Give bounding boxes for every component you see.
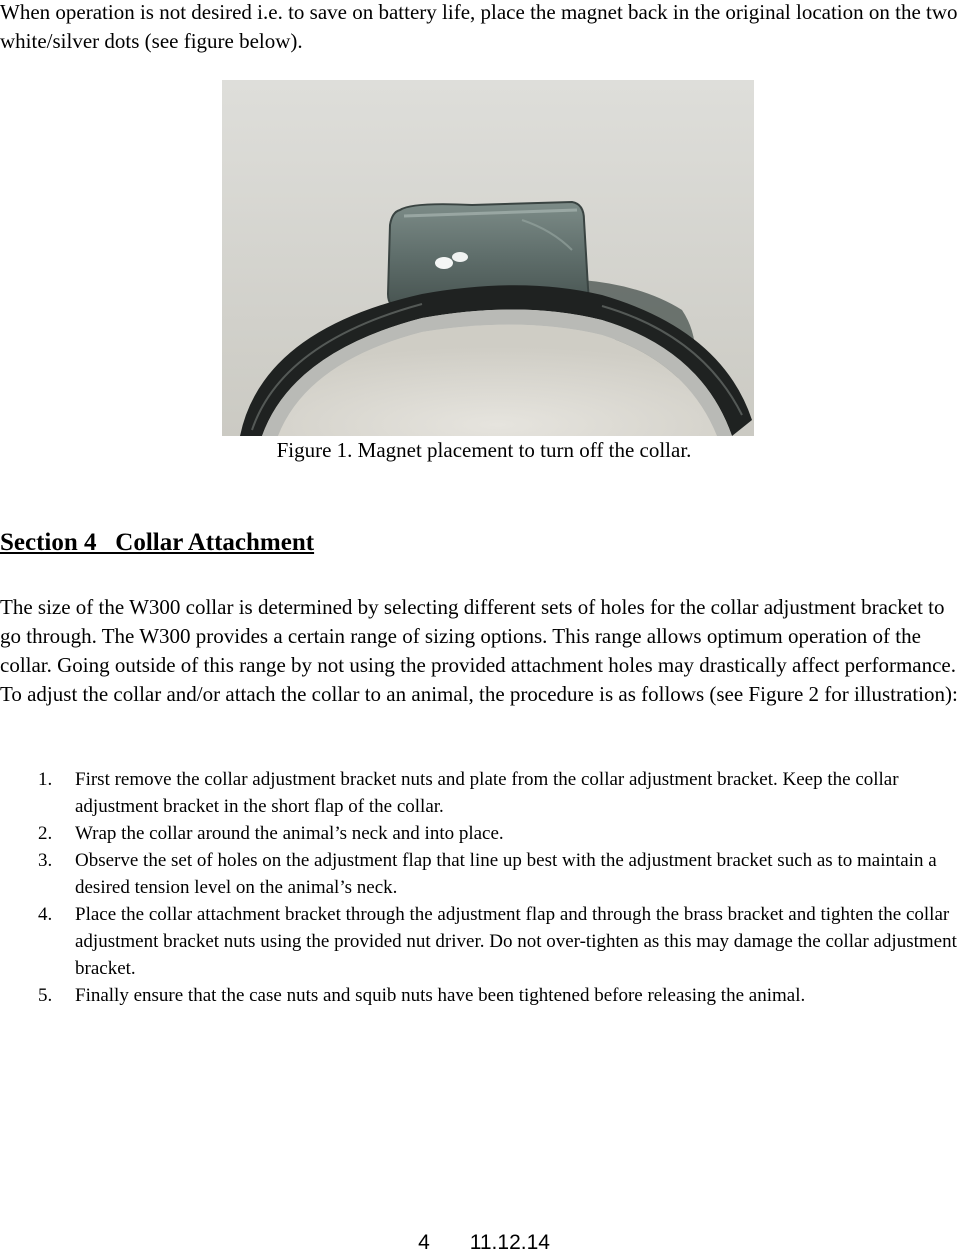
figure-caption: Figure 1. Magnet placement to turn off the collar.: [276, 438, 692, 462]
list-item-number: 2.: [38, 823, 53, 844]
list-item: [0, 766, 968, 820]
procedure-list: [0, 766, 968, 1009]
section-paragraph: The size of the W300 collar is determined by selecting different sets of holes for the collar adjustment bracket to go through. The W300 provides a certain range of sizing options. This range allows optimum operation of the collar. Going outside of this range by not using the provided attachment holes may drastically affect performance. To adjust the collar and/or attach the collar to an animal, the procedure is as follows (see Figure 2 for illustration):: [0, 595, 958, 706]
section-heading: Section 4 Collar Attachment: [0, 529, 315, 556]
page-footer: [0, 1231, 968, 1255]
list-item: [0, 982, 968, 1009]
list-item: [0, 820, 968, 847]
list-item-number: 1.: [38, 769, 53, 790]
list-item-number: 3.: [38, 850, 53, 871]
list-item: [0, 901, 968, 982]
list-item-text: Observe the set of holes on the adjustment flap that line up best with the adjustment bracket such as to maintain a desired tension level on the animal’s neck.: [75, 850, 937, 898]
figure-collar-photo: [222, 80, 754, 436]
list-item-text: Finally ensure that the case nuts and squib nuts have been tightened before releasing the animal.: [75, 985, 806, 1006]
list-item-text: Place the collar attachment bracket through the adjustment flap and through the brass bracket and tighten the collar adjustment bracket nuts using the provided nut driver. Do not over-tighten as this may damage the collar adjustment bracket.: [75, 904, 957, 979]
list-item-text: First remove the collar adjustment bracket nuts and plate from the collar adjustment bracket. Keep the collar adjustment bracket in the short flap of the collar.: [75, 769, 899, 817]
intro-paragraph: When operation is not desired i.e. to save on battery life, place the magnet back in the original location on the two white/silver dots (see figure below).: [0, 0, 958, 53]
list-item-text: Wrap the collar around the animal’s neck and into place.: [75, 823, 504, 844]
list-item-number: 4.: [38, 904, 53, 925]
list-item: [0, 847, 968, 901]
collar-magnet-photo: [222, 80, 754, 436]
page-number: 4: [418, 1231, 430, 1254]
list-item-number: 5.: [38, 985, 53, 1006]
footer-date: 11.12.14: [469, 1231, 550, 1254]
